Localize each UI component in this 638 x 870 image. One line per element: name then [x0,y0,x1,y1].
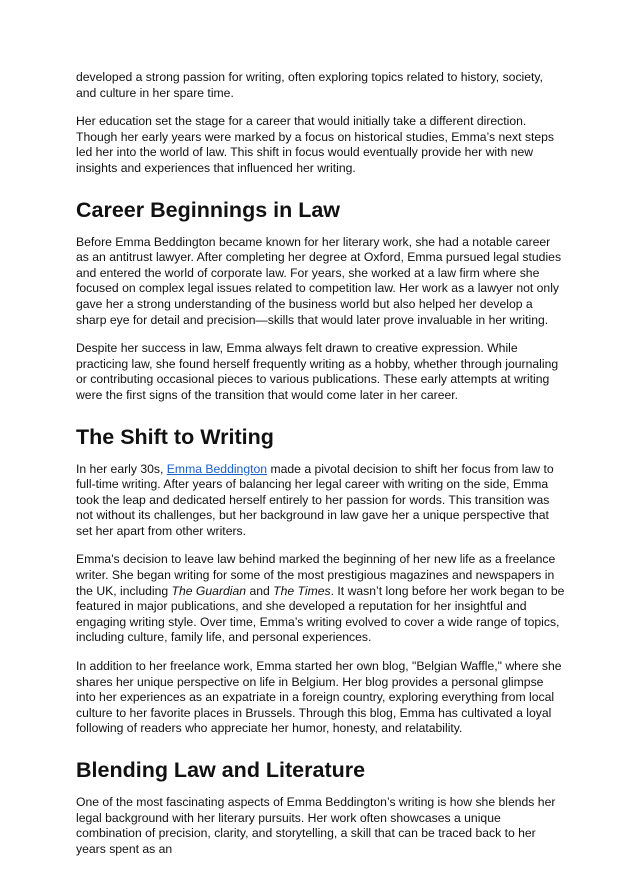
heading-blending-law-literature: Blending Law and Literature [76,758,366,782]
document-page [76,70,566,870]
publication-guardian: The Guardian [171,583,247,598]
paragraph-freelance-writer [76,552,566,646]
emma-beddington-link[interactable]: Emma Beddington [166,461,268,476]
paragraph-text: made a pivotal decision to shift her focus from law to full-time writing. After years of balancing her legal career with writing on the side, Emma took the leap and dedicated herself entirely to her passion for words. This transition was not without its challenges, but her background in law gave her a unique perspective that set her apart from other writers. [76,461,554,538]
paragraph-text: . It wasn’t long before her work began to be featured in major publications, and she developed a reputation for her insightful and engaging writing style. Over time, Emma’s writing evolved to cover a wide range of topics, including culture, family life, and personal experiences. [76,583,565,645]
paragraph-belgian-waffle-blog: In addition to her freelance work, Emma started her own blog, "Belgian Waffle," where she shares her unique perspective on life in Belgium. Her blog provides a personal glimpse into her experiences as an expatriate in a foreign country, exploring everything from local culture to her favorite places in Brussels. Through this blog, Emma has cultivated a loyal following of readers who appreciate her humor, honesty, and relatability. [76,659,562,736]
paragraph-education-stage: Her education set the stage for a career that would initially take a different direction. Though her early years were marked by a focus on historical studies, Emma’s next steps led her into the world of law. This shift in focus would eventually provide her with new insights and experiences that influenced her writing. [76,114,555,175]
paragraph-fascinating-aspects: One of the most fascinating aspects of Emma Beddington’s writing is how she blends her legal background with her literary pursuits. Her work often showcases a unique combination of precision, clarity, and storytelling, a skill that can be traced back to her years spent as an [76,795,556,856]
paragraph-antitrust-lawyer: Before Emma Beddington became known for her literary work, she had a notable career as an antitrust lawyer. After completing her degree at Oxford, Emma pursued legal studies and entered the world of corporate law. For years, she worked at a law firm where she focused on complex legal issues related to competition law. Her work as a lawyer not only gave her a strong understanding of the business world but also helped her develop a sharp eye for detail and precision—skills that would later prove invaluable in her writing. [76,234,562,327]
paragraph-pivotal-decision [76,462,566,540]
paragraph-text: and [246,583,274,598]
paragraph-education-passion: developed a strong passion for writing, often exploring topics related to history, society, and culture in her spare time. [76,70,543,100]
heading-career-beginnings: Career Beginnings in Law [76,197,341,222]
paragraph-creative-expression: Despite her success in law, Emma always felt drawn to creative expression. While practicing law, she found herself frequently writing as a hobby, whether through journaling or contributing occasional pieces to various publications. These early attempts at writing were the first signs of the transition that would come later in her career. [76,341,559,402]
paragraph-text: Emma's decision to leave law behind marked the beginning of her new life as a freelance writer. She began writing for some of the most prestigious magazines and newspapers in the UK, including [76,552,556,598]
publication-times: The Times [273,583,331,598]
paragraph-text: In her early 30s, [76,461,167,476]
heading-shift-to-writing: The Shift to Writing [76,424,274,449]
